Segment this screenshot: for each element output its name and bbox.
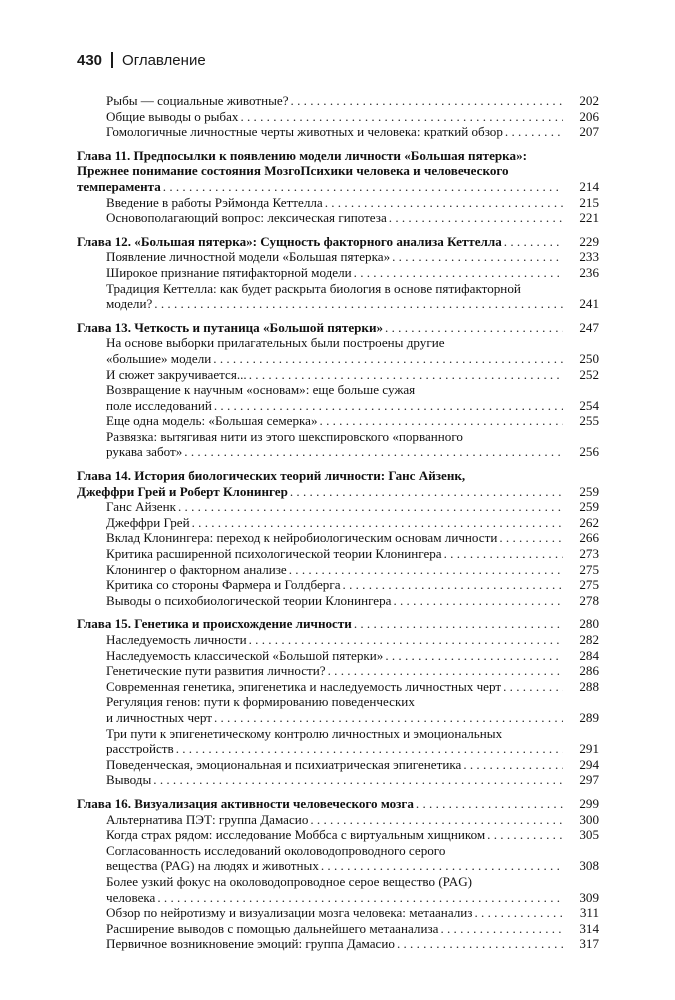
toc-page-number: 247	[579, 319, 599, 335]
toc-chapter-entry	[77, 616, 599, 632]
toc-entry-title: Первичное возникновение эмоций: группа Дамасио	[106, 936, 395, 952]
toc-entry-line	[106, 546, 565, 562]
toc-page-number: 291	[579, 741, 599, 757]
toc-entry-line	[106, 335, 565, 351]
toc-page-number: 252	[579, 366, 599, 382]
toc-entry-title: На основе выборки прилагательных были построены другие	[106, 335, 445, 351]
dot-leader	[440, 921, 563, 937]
toc-entry-line	[106, 444, 565, 460]
toc-section-entry	[77, 515, 599, 531]
toc-page-number: 273	[579, 546, 599, 562]
dot-leader	[343, 577, 563, 593]
toc-entry-line	[77, 616, 565, 632]
toc-entry-title: рукава забот»	[106, 444, 183, 460]
toc-section-entry	[77, 413, 599, 429]
toc-entry-title: Глава 13. Четкость и путаница «Большой пятерки»	[77, 319, 384, 335]
toc-page-number: 297	[579, 772, 599, 788]
toc-entry-title: человека	[106, 889, 156, 905]
toc-entry-title: Возвращение к научным «основам»: еще больше сужая	[106, 382, 416, 398]
toc-entry-title: Рыбы — социальные животные?	[106, 93, 289, 108]
toc-entry-title: темперамента	[77, 178, 161, 194]
toc-chapter-entry	[77, 148, 599, 195]
toc-entry-line	[106, 515, 565, 531]
toc-entry-title: Альтернатива ПЭТ: группа Дамасио	[106, 811, 309, 827]
toc-section-entry	[77, 905, 599, 921]
toc-entry-title: Глава 12. «Большая пятерка»: Сущность факторного анализа Кеттелла	[77, 233, 502, 249]
toc-section-entry	[77, 367, 599, 383]
toc-entry-title: Регуляция генов: пути к формированию поведенческих	[106, 694, 415, 710]
toc-entry-line	[106, 694, 565, 710]
dot-leader	[354, 265, 563, 281]
toc-page-number: 300	[579, 811, 599, 827]
toc-chapter-entry	[77, 796, 599, 812]
toc-entry-title: Критика со стороны Фармера и Голдберга	[106, 577, 341, 593]
toc-entry-line	[106, 281, 565, 297]
toc-section-entry	[77, 593, 599, 609]
toc-entry-line	[77, 468, 565, 484]
dot-leader	[290, 484, 563, 500]
toc-entry-title: Основополагающий вопрос: лексическая гипотеза	[106, 210, 387, 226]
dot-leader	[385, 648, 563, 664]
toc-entry-title: и личностных черт	[106, 709, 212, 725]
toc-entry-line	[106, 124, 565, 140]
toc-entry-line	[106, 109, 565, 125]
toc-section-entry	[77, 499, 599, 515]
toc-entry-line	[106, 351, 565, 367]
table-of-contents	[77, 93, 599, 952]
toc-page-number: 288	[579, 678, 599, 694]
toc-section-entry	[77, 726, 599, 757]
toc-section-entry	[77, 694, 599, 725]
toc-entry-title: поле исследований	[106, 397, 212, 413]
toc-entry-line	[106, 874, 565, 890]
toc-page-number: 250	[579, 350, 599, 366]
toc-entry-line	[106, 577, 565, 593]
toc-page-number: 207	[579, 124, 599, 140]
toc-entry-line	[106, 663, 565, 679]
toc-page-number: 266	[579, 530, 599, 546]
toc-entry-title: Клонингер о факторном анализе	[106, 561, 287, 577]
toc-entry-line	[106, 398, 565, 414]
toc-section-entry	[77, 93, 599, 109]
dot-leader	[154, 296, 563, 312]
dot-leader	[487, 827, 563, 843]
toc-entry-line	[77, 234, 565, 250]
toc-entry-title: Более узкий фокус на околоводопроводное серое вещество (PAG)	[106, 873, 473, 889]
dot-leader	[328, 663, 563, 679]
toc-section-entry	[77, 812, 599, 828]
dot-leader	[444, 546, 563, 562]
toc-entry-line	[106, 249, 565, 265]
toc-entry-line	[106, 936, 565, 952]
toc-page-number: 202	[579, 93, 599, 108]
toc-entry-title: Глава 16. Визуализация активности человеческого мозга	[77, 795, 414, 811]
toc-page-number: 254	[579, 397, 599, 413]
dot-leader	[393, 593, 563, 609]
toc-entry-line	[106, 93, 565, 109]
dot-leader	[249, 632, 563, 648]
toc-section-entry	[77, 577, 599, 593]
toc-section-entry	[77, 335, 599, 366]
toc-chapter-entry	[77, 234, 599, 250]
dot-leader	[249, 367, 563, 383]
toc-entry-line	[106, 858, 565, 874]
dot-leader	[184, 444, 563, 460]
toc-entry-line	[77, 796, 565, 812]
dot-leader	[320, 413, 563, 429]
toc-entry-line	[106, 812, 565, 828]
toc-page-number: 215	[579, 194, 599, 210]
toc-section-entry	[77, 562, 599, 578]
dot-leader	[505, 124, 563, 140]
toc-page-number: 284	[579, 647, 599, 663]
dot-leader	[289, 562, 563, 578]
header-separator	[111, 52, 113, 68]
toc-page-number: 229	[579, 233, 599, 249]
toc-entry-title: Общие выводы о рыбах	[106, 108, 239, 124]
toc-section-entry	[77, 936, 599, 952]
toc-page-number: 275	[579, 577, 599, 593]
toc-section-entry	[77, 843, 599, 874]
toc-entry-line	[106, 530, 565, 546]
toc-page-number: 256	[579, 444, 599, 460]
toc-page-number: 221	[579, 210, 599, 226]
page-number: 430	[77, 51, 103, 69]
toc-section-entry	[77, 249, 599, 265]
toc-page-number: 308	[579, 858, 599, 874]
toc-entry-title: Глава 15. Генетика и происхождение личности	[77, 616, 352, 632]
toc-section-entry	[77, 827, 599, 843]
toc-chapter-entry	[77, 468, 599, 499]
toc-entry-title: Поведенческая, эмоциональная и психиатрическая эпигенетика	[106, 756, 462, 772]
toc-entry-title: Традиция Кеттелла: как будет раскрыта биология в основе пятифакторной	[106, 280, 521, 296]
toc-section-entry	[77, 874, 599, 905]
toc-entry-line	[77, 179, 565, 195]
toc-page-number: 214	[579, 178, 599, 194]
toc-page-number: 233	[579, 249, 599, 265]
toc-entry-line	[106, 562, 565, 578]
toc-entry-title: расстройств	[106, 741, 174, 757]
dot-leader	[178, 499, 563, 515]
dot-leader	[240, 109, 563, 125]
toc-page-number: 241	[579, 296, 599, 312]
toc-entry-title: Когда страх рядом: исследование Моббса с виртуальным хищником	[106, 827, 486, 843]
dot-leader	[463, 757, 563, 773]
toc-entry-line	[77, 484, 565, 500]
toc-entry-line	[106, 367, 565, 383]
toc-section-entry	[77, 195, 599, 211]
toc-entry-title: Вклад Клонингера: переход к нейробиологическим основам личности	[106, 530, 498, 546]
toc-entry-line	[106, 296, 565, 312]
toc-section-entry	[77, 757, 599, 773]
toc-entry-title: Современная генетика, эпигенетика и наследуемость личностных черт	[106, 678, 502, 694]
toc-entry-title: Наследуемость личности	[106, 632, 247, 647]
toc-section-entry	[77, 921, 599, 937]
toc-entry-line	[106, 499, 565, 515]
toc-page-number: 299	[579, 795, 599, 811]
toc-section-entry	[77, 772, 599, 788]
dot-leader	[157, 890, 563, 906]
toc-section-entry	[77, 265, 599, 281]
toc-entry-title: Широкое признание пятифакторной модели	[106, 264, 352, 280]
toc-page-number: 275	[579, 561, 599, 577]
toc-entry-title: «большие» модели	[106, 350, 212, 366]
toc-entry-line	[106, 593, 565, 609]
toc-entry-line	[106, 648, 565, 664]
toc-entry-title: Появление личностной модели «Большая пятерка»	[106, 249, 391, 265]
dot-leader	[354, 616, 563, 632]
toc-entry-title: вещества (PAG) на людях и животных	[106, 858, 319, 874]
dot-leader	[153, 772, 563, 788]
toc-entry-title: Генетические пути развития личности?	[106, 663, 326, 679]
toc-section-entry	[77, 210, 599, 226]
toc-section-entry	[77, 546, 599, 562]
toc-page-number: 282	[579, 632, 599, 647]
toc-entry-title: Ганс Айзенк	[106, 499, 176, 515]
toc-page-number: 305	[579, 827, 599, 843]
dot-leader	[310, 812, 563, 828]
toc-page-number: 255	[579, 413, 599, 429]
toc-section-entry	[77, 109, 599, 125]
toc-entry-title: Глава 11. Предпосылки к появлению модели личности «Большая пятерка»:	[77, 147, 527, 163]
toc-page-number: 289	[579, 709, 599, 725]
toc-entry-title: Развязка: вытягивая нити из этого шекспировского «порванного	[106, 428, 463, 444]
toc-entry-title: Критика расширенной психологической теории Клонингера	[106, 546, 442, 562]
toc-entry-line	[77, 163, 565, 179]
toc-entry-title: Введение в работы Рэймонда Кеттелла	[106, 194, 323, 210]
dot-leader	[214, 398, 563, 414]
toc-entry-title: Глава 14. История биологических теорий личности: Ганс Айзенк,	[77, 468, 466, 484]
toc-entry-line	[106, 757, 565, 773]
toc-page-number: 278	[579, 592, 599, 608]
toc-entry-line	[106, 741, 565, 757]
dot-leader	[503, 679, 563, 695]
toc-entry-title: Обзор по нейротизму и визуализации мозга человека: метаанализ	[106, 905, 473, 921]
toc-section-entry	[77, 632, 599, 648]
dot-leader	[321, 858, 563, 874]
toc-entry-line	[106, 210, 565, 226]
toc-entry-line	[106, 710, 565, 726]
dot-leader	[325, 195, 563, 211]
dot-leader	[192, 515, 563, 531]
dot-leader	[291, 93, 563, 109]
toc-section-entry	[77, 124, 599, 140]
toc-section-entry	[77, 281, 599, 312]
toc-page-number: 259	[579, 483, 599, 499]
dot-leader	[385, 320, 563, 336]
toc-entry-title: Согласованность исследований околоводопроводного серого	[106, 842, 446, 858]
toc-entry-line	[106, 679, 565, 695]
toc-section-entry	[77, 382, 599, 413]
toc-entry-line	[106, 413, 565, 429]
toc-entry-line	[106, 195, 565, 211]
dot-leader	[213, 351, 563, 367]
toc-entry-title: Выводы о психобиологической теории Клонингера	[106, 592, 392, 608]
toc-entry-title: Расширение выводов с помощью дальнейшего метаанализа	[106, 920, 439, 936]
toc-entry-title: Три пути к эпигенетическому контролю личностных и эмоциональных	[106, 725, 503, 741]
toc-page-number: 236	[579, 264, 599, 280]
toc-entry-line	[106, 429, 565, 445]
toc-entry-line	[106, 905, 565, 921]
dot-leader	[397, 936, 563, 952]
toc-chapter-entry	[77, 320, 599, 336]
dot-leader	[499, 530, 563, 546]
toc-entry-line	[106, 827, 565, 843]
toc-entry-title: Джеффри Грей и Роберт Клонингер	[77, 483, 288, 499]
toc-page-number: 286	[579, 663, 599, 679]
toc-page-number: 259	[579, 499, 599, 515]
toc-entry-line	[106, 726, 565, 742]
dot-leader	[389, 210, 563, 226]
dot-leader	[176, 741, 563, 757]
toc-section-entry	[77, 679, 599, 695]
toc-section-entry	[77, 648, 599, 664]
toc-entry-title: Наследуемость классической «Большой пятерки»	[106, 647, 384, 663]
toc-entry-line	[106, 772, 565, 788]
toc-entry-line	[106, 890, 565, 906]
toc-entry-line	[106, 265, 565, 281]
toc-page-number: 311	[579, 905, 599, 921]
toc-entry-line	[106, 843, 565, 859]
toc-page-number: 294	[579, 756, 599, 772]
toc-section-entry	[77, 663, 599, 679]
toc-entry-title: И сюжет закручивается...	[106, 366, 247, 382]
toc-entry-line	[77, 320, 565, 336]
section-title: Оглавление	[122, 51, 206, 69]
dot-leader	[416, 796, 563, 812]
toc-entry-line	[106, 632, 565, 648]
toc-section-entry	[77, 530, 599, 546]
toc-page-number: 206	[579, 108, 599, 124]
toc-entry-line	[106, 382, 565, 398]
toc-entry-line	[106, 921, 565, 937]
dot-leader	[214, 710, 563, 726]
toc-entry-title: Прежнее понимание состояния МозгоПсихики человека и человеческого	[77, 163, 509, 179]
toc-entry-title: Еще одна модель: «Большая семерка»	[106, 413, 318, 429]
toc-page-number: 280	[579, 616, 599, 632]
toc-entry-title: Джеффри Грей	[106, 514, 190, 530]
toc-page-number: 262	[579, 514, 599, 530]
toc-section-entry	[77, 429, 599, 460]
toc-page-number: 317	[579, 936, 599, 952]
toc-entry-title: модели?	[106, 296, 153, 312]
toc-entry-title: Выводы	[106, 772, 152, 788]
dot-leader	[474, 905, 563, 921]
toc-page-number: 309	[579, 889, 599, 905]
dot-leader	[163, 179, 563, 195]
toc-page-number: 314	[579, 920, 599, 936]
dot-leader	[392, 249, 563, 265]
toc-entry-title: Гомологичные личностные черты животных и человека: краткий обзор	[106, 124, 503, 140]
dot-leader	[504, 234, 563, 250]
running-header	[77, 48, 206, 72]
toc-entry-line	[77, 148, 565, 164]
